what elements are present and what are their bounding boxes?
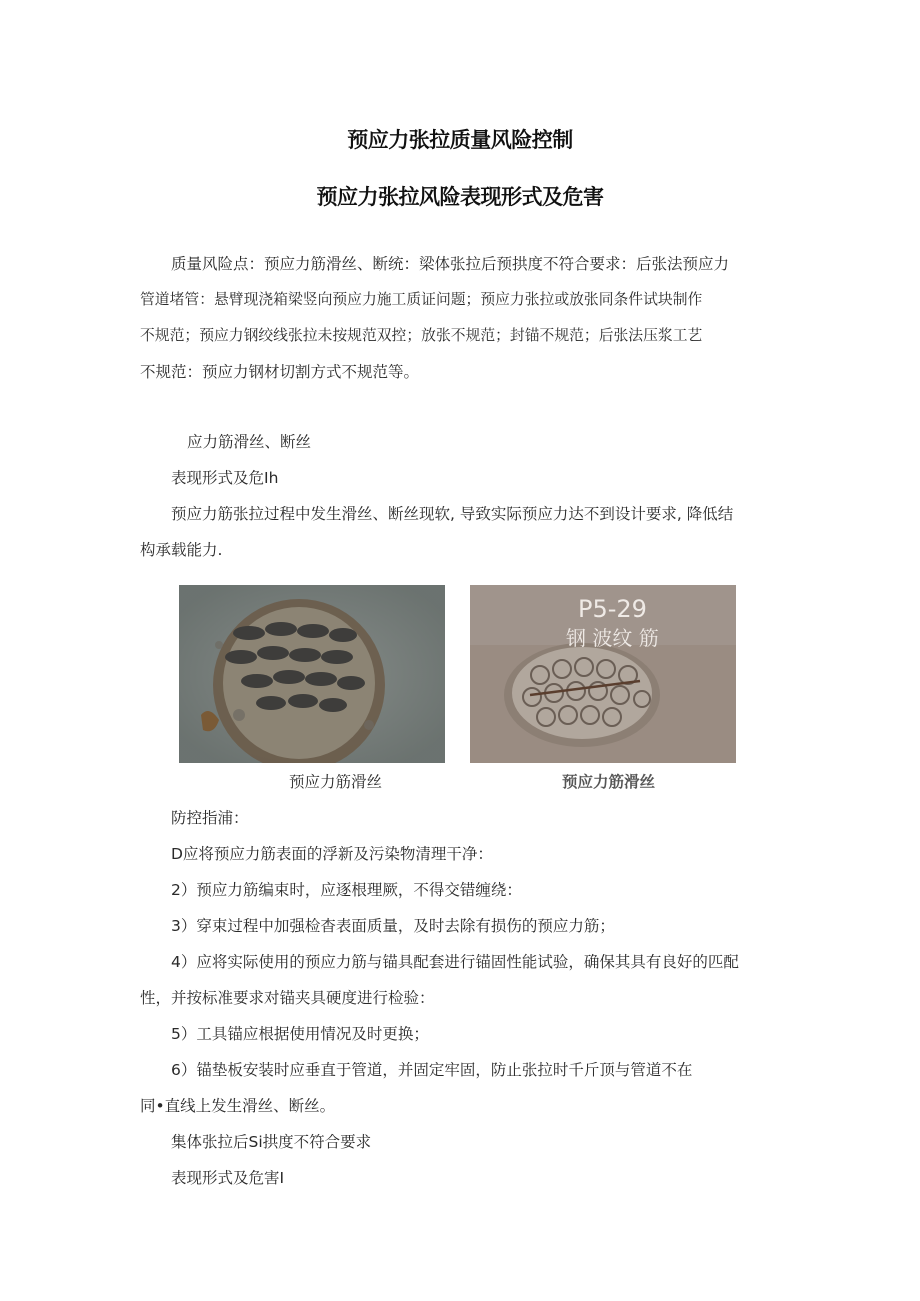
measure-5: 5）工具锚应根据使用情况及时更换；: [171, 1025, 429, 1043]
slip-description-1: 预应力筋张拉过程中发生滑丝、断丝现软, 导致实际预应力达不到设计要求, 降低结: [171, 505, 734, 523]
photo-overlay-label: P5-29: [578, 595, 647, 623]
section-subheading-camber: 表现形式及危害I: [171, 1169, 285, 1187]
document-subtitle: 预应力张拉风险表现形式及危害: [316, 185, 604, 209]
photo-anchor-slip-left: [179, 585, 445, 763]
measure-3: 3）穿束过程中加强检杳表面质量，及时去除有损伤的预应力筋；: [171, 917, 615, 935]
left-photo-caption: 预应力筋滑丝: [289, 773, 383, 791]
measures-heading: 防控指浦：: [171, 809, 249, 827]
measure-6-line-1: 6）锚垫板安装时应垂直于管道，并固定牢固，防止张拉时千斤顶与管道不在: [171, 1061, 693, 1079]
document-title: 预应力张拉质量风险控制: [347, 128, 573, 152]
photo-overlay-label-2: 钢 波纹 筋: [566, 626, 659, 650]
intro-line-3: 不规范；预应力钢绞线张拉未按规范双控；放张不规范；封锚不规范；后张法压浆工艺: [140, 327, 703, 344]
measure-4-line-1: 4）应将实际使用的预应力筋与锚具配套进行锚固性能试验，确保其具有良好的匹配: [171, 953, 739, 971]
intro-line-2: 管道堵管：悬臂现浇箱梁竖向预应力施工质证问题；预应力张拉或放张同条件试块制作: [140, 291, 703, 308]
right-photo-caption: 预应力筋滑丝: [562, 773, 656, 791]
section-heading-camber: 集体张拉后Si拱度不符合要求: [171, 1133, 372, 1151]
measure-2: 2）预应力筋编束时，应逐根理厥，不得交错缠绕：: [171, 881, 522, 899]
slip-description-2: 构承载能力.: [140, 541, 223, 559]
intro-line-4: 不规范：预应力钢材切割方式不规范等。: [140, 363, 420, 381]
intro-line-1: 质量风险点：预应力筋滑丝、断统：梁体张拉后预拱度不符合要求：后张法预应力: [171, 255, 730, 273]
section-subheading-slip: 表现形式及危Ih: [171, 469, 279, 487]
photo-anchor-slip-right: [470, 585, 736, 763]
measure-1: D应将预应力筋表面的浮新及污染物清理干净：: [171, 845, 493, 863]
measure-6-line-2: 同•直线上发生滑丝、断丝。: [140, 1097, 336, 1115]
section-heading-slip: 应力筋滑丝、断丝: [187, 433, 312, 451]
measure-4-line-2: 性，并按标准要求对锚夹具硬度进行检验：: [140, 989, 435, 1007]
